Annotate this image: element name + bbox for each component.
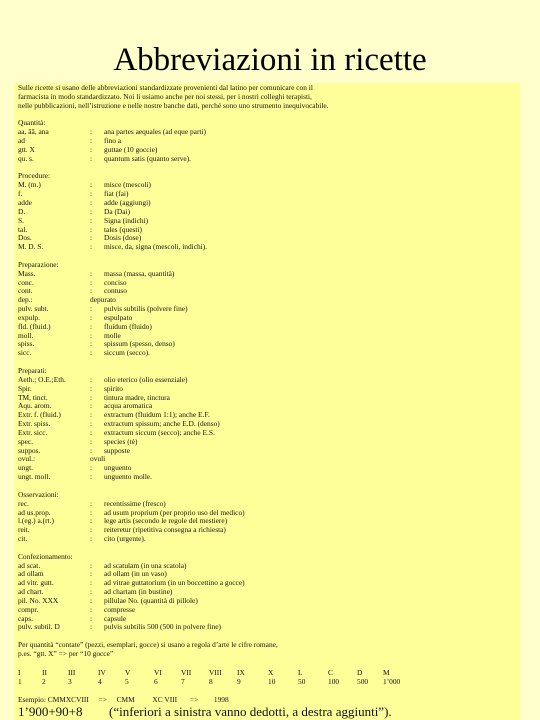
abbreviation-term: Aeth.; O.E.;Eth.: [18, 374, 66, 384]
abbreviation-row: [18, 411, 518, 420]
abbreviation-meaning: extractum siccum (secco); anche E.S.: [104, 427, 215, 437]
abbreviation-row: [18, 455, 518, 464]
abbreviation-term: moll.: [18, 330, 34, 340]
abbreviation-term: conc.: [18, 277, 34, 287]
abbreviation-meaning: Dosis (dose): [104, 233, 142, 243]
separator: :: [90, 268, 93, 278]
abbreviation-meaning: molle: [104, 330, 121, 340]
separator: :: [90, 604, 93, 614]
roman-numerals-row: [18, 669, 438, 678]
abbreviation-term: ungt.: [18, 463, 33, 473]
abbreviation-row: [18, 234, 518, 243]
separator: :: [90, 560, 93, 570]
separator: :: [90, 410, 93, 420]
abbreviation-term: ad vitr. gutt.: [18, 578, 54, 588]
abbreviation-meaning: misce (mescoli): [104, 180, 151, 190]
abbreviation-meaning: olio eterico (olio essenziale): [104, 374, 188, 384]
abbreviation-row: [18, 314, 518, 323]
roman-numeral: D: [357, 668, 363, 677]
abbreviation-term: cont.: [18, 286, 33, 296]
separator: :: [90, 436, 93, 446]
roman-numeral: C: [328, 668, 333, 677]
footer-note: (“inferiori a sinistra vanno dedotti, a destra aggiunti”).: [109, 704, 392, 719]
arabic-numeral: 8: [209, 677, 213, 686]
abbreviation-row: [18, 208, 518, 217]
separator: :: [90, 595, 93, 605]
section-heading: Osservazioni:: [18, 489, 59, 499]
section-heading: Procedure:: [18, 171, 51, 181]
counted-note-line: p.es. “gtt. X” => per “10 gocce”: [18, 649, 114, 658]
abbreviation-term: reit.: [18, 525, 30, 535]
abbreviation-term: Spir.: [18, 383, 32, 393]
abbreviation-term: ad: [18, 136, 25, 146]
separator: :: [90, 330, 93, 340]
abbreviation-row: [18, 562, 518, 571]
abbreviation-meaning: Da (Dai): [104, 206, 131, 216]
separator: :: [90, 144, 93, 154]
abbreviation-row: [18, 606, 518, 615]
abbreviation-meaning: fiat (fai): [104, 189, 129, 199]
section-heading: Confezionamento:: [18, 551, 73, 561]
separator: :: [90, 569, 93, 579]
abbreviation-meaning: tales (questi): [104, 224, 142, 234]
abbreviation-meaning: Signa (indichi): [104, 215, 149, 225]
separator: :: [90, 587, 93, 597]
abbreviation-term: ad us.prop.: [18, 507, 51, 517]
separator: :: [90, 516, 93, 526]
arabic-numeral: 1’000: [383, 677, 401, 686]
separator: :: [90, 277, 93, 287]
abbreviation-term: Dos.: [18, 233, 32, 243]
section-heading: Quantità:: [18, 118, 46, 128]
abbreviation-term: fld. (fluid.): [18, 321, 51, 331]
abbreviation-meaning: pulvis subtilis (polvere fine): [104, 304, 188, 314]
spacer: [18, 544, 518, 553]
abbreviation-term: ad ollam: [18, 569, 44, 579]
abbreviation-row: [18, 473, 518, 482]
abbreviation-term: ungt. moll.: [18, 472, 51, 482]
spacer: [18, 252, 518, 261]
abbreviation-row: [18, 243, 518, 252]
abbreviation-term: f.: [18, 189, 23, 199]
arabic-numeral: 6: [154, 677, 158, 686]
abbreviation-term: pulv. subtil. D: [18, 622, 60, 632]
abbreviation-list: [18, 84, 518, 659]
roman-numeral: VIII: [209, 668, 222, 677]
example-part: XC VIII: [152, 695, 178, 704]
spacer: [18, 164, 518, 173]
abbreviation-row: [18, 340, 518, 349]
abbreviation-row: [18, 570, 518, 579]
roman-numeral: I: [18, 668, 21, 677]
counted-note-line: Per quantità “contate” (pezzi, esemplari, gocce) si usano a regola d’arte le cifre romane,: [18, 640, 278, 650]
separator: :: [90, 304, 93, 314]
abbreviation-term: rec.: [18, 498, 29, 508]
abbreviation-row: [18, 615, 518, 624]
separator: :: [90, 189, 93, 199]
abbreviation-meaning: massa (massa, quantità): [104, 268, 175, 278]
separator: :: [90, 613, 93, 623]
abbreviation-row: [18, 323, 518, 332]
abbreviation-row: [18, 190, 518, 199]
arabic-numeral: 10: [268, 677, 276, 686]
abbreviation-meaning: extractum (fluidum 1:1); anche E.F.: [104, 410, 210, 420]
example-arrow: =>: [189, 695, 199, 704]
abbreviation-term: qu. s.: [18, 153, 34, 163]
arabic-numeral: 3: [68, 677, 72, 686]
abbreviation-row: [18, 597, 518, 606]
abbreviation-meaning: siccum (secco).: [104, 348, 150, 358]
roman-numeral: V: [125, 668, 131, 677]
separator: :: [90, 463, 93, 473]
abbreviation-term: M. D. S.: [18, 242, 44, 252]
abbreviation-row: [18, 226, 518, 235]
abbreviation-row: [18, 438, 518, 447]
footer-line: [18, 704, 392, 720]
abbreviation-term: D.: [18, 206, 26, 216]
abbreviation-meaning: reiteretur (ripetitiva consegna a richiesta): [104, 525, 226, 535]
abbreviation-row: [18, 332, 518, 341]
abbreviation-meaning: ad scatulam (in una scatola): [104, 560, 187, 570]
abbreviation-term: ad chart.: [18, 587, 44, 597]
separator: :: [90, 224, 93, 234]
abbreviation-row: [18, 376, 518, 385]
roman-numeral: M: [383, 668, 390, 677]
abbreviation-term: dep.:: [18, 295, 33, 305]
separator: :: [90, 215, 93, 225]
abbreviation-meaning: quantum satis (quanto serve).: [104, 153, 192, 163]
abbreviation-term: expulp.: [18, 312, 40, 322]
abbreviation-term: cit.: [18, 534, 28, 544]
arabic-numeral: 7: [181, 677, 185, 686]
abbreviation-row: [18, 270, 518, 279]
separator: :: [90, 233, 93, 243]
abbreviation-term: gtt. X: [18, 144, 35, 154]
separator: :: [90, 401, 93, 411]
section-heading: Preparazione:: [18, 259, 59, 269]
abbreviation-row: [18, 526, 518, 535]
arabic-numeral: 5: [125, 677, 129, 686]
abbreviation-meaning: contuso: [104, 286, 127, 296]
abbreviation-row: [18, 623, 518, 632]
abbreviation-meaning: ana partes aequales (ad eque parti): [104, 127, 206, 137]
roman-numeral: II: [42, 668, 47, 677]
abbreviation-row: [18, 500, 518, 509]
abbreviation-term: caps.: [18, 613, 33, 623]
example-arrow: =>: [98, 695, 107, 704]
roman-numeral: IX: [237, 668, 245, 677]
footer-formula: 1’900+90+8: [18, 704, 83, 719]
abbreviation-term: adde: [18, 197, 32, 207]
abbreviation-row: [18, 535, 518, 544]
spacer: [18, 482, 518, 491]
abbreviation-meaning: fino a: [104, 136, 122, 146]
abbreviation-row: [18, 394, 518, 403]
example-result: 1998: [213, 695, 229, 704]
abbreviation-meaning: recentissime (fresco): [104, 498, 166, 508]
abbreviation-meaning: pulvis subtilis 500 (500 in polvere fine): [104, 622, 222, 632]
abbreviation-meaning: pillulae No. (quantità di pillole): [104, 595, 198, 605]
abbreviation-term: Extr. spiss.: [18, 419, 51, 429]
example-line: [18, 695, 229, 704]
separator: :: [90, 321, 93, 331]
separator: :: [90, 507, 93, 517]
abbreviation-row: [18, 181, 518, 190]
example-part: CMM: [116, 695, 135, 704]
abbreviation-row: [18, 305, 518, 314]
abbreviation-meaning: guttae (10 goccie): [104, 144, 158, 154]
separator: :: [90, 153, 93, 163]
abbreviation-term: sicc.: [18, 348, 32, 358]
abbreviation-meaning: spissum (spesso, denso): [104, 339, 175, 349]
abbreviation-row: [18, 517, 518, 526]
abbreviation-row: [18, 464, 518, 473]
abbreviation-meaning: fluidum (fluido): [104, 321, 152, 331]
abbreviation-meaning: spirito: [104, 383, 123, 393]
separator: :: [90, 374, 93, 384]
abbreviation-meaning: acqua aromatica: [104, 401, 153, 411]
abbreviation-term: l.(eg.) a.(rt.): [18, 516, 54, 526]
abbreviation-meaning: lege artis (secondo le regole del mestiere): [104, 516, 228, 526]
spacer: [18, 358, 518, 367]
abbreviation-row: [18, 296, 518, 305]
abbreviation-meaning: unguento: [104, 463, 132, 473]
abbreviation-meaning: ad chartam (in bustine): [104, 587, 173, 597]
separator: :: [90, 312, 93, 322]
separator: :: [90, 286, 93, 296]
roman-numeral: III: [68, 668, 76, 677]
abbreviation-term: S.: [18, 215, 24, 225]
roman-numeral: IV: [98, 668, 106, 677]
section-heading: Preparati:: [18, 366, 47, 375]
abbreviation-meaning: supposte: [104, 445, 130, 455]
separator: :: [90, 136, 93, 146]
abbreviation-row: [18, 217, 518, 226]
abbreviation-term: tal.: [18, 224, 28, 234]
abbreviation-row: [18, 155, 518, 164]
abbreviation-meaning: extractum spissum; anche E.D. (denso): [104, 419, 220, 429]
separator: :: [90, 622, 93, 632]
intro-line: Sulle ricette si usano delle abbreviazioni standardizzate provenienti dal latino per comunicare con il: [18, 83, 313, 92]
roman-numeral: X: [268, 668, 274, 677]
abbreviation-row: [18, 402, 518, 411]
abbreviation-meaning: adde (aggiungi): [104, 197, 151, 207]
abbreviation-row: [18, 420, 518, 429]
separator: :: [90, 127, 93, 137]
abbreviation-meaning: misce, da, signa (mescoli, indichi).: [104, 242, 208, 252]
abbreviation-term: spiss.: [18, 339, 35, 349]
roman-numeral: VI: [154, 668, 162, 677]
arabic-numeral: 500: [357, 677, 369, 686]
abbreviation-row: [18, 137, 518, 146]
abbreviation-meaning: ad vitrae guttatorium (in un boccettino a gocce): [104, 578, 245, 588]
abbreviation-meaning: depurato: [90, 295, 116, 305]
separator: :: [90, 197, 93, 207]
separator: :: [90, 242, 93, 252]
separator: :: [90, 206, 93, 216]
separator: :: [90, 445, 93, 455]
spacer: [18, 111, 518, 120]
abbreviation-meaning: espulpato: [104, 312, 133, 322]
separator: :: [90, 383, 93, 393]
abbreviation-meaning: ad usum proprium (per proprio uso del medico): [104, 507, 245, 517]
separator: :: [90, 392, 93, 402]
intro-line: farmacista in modo standardizzato. Noi li usiamo anche per noi stessi, per i nostri colleghi terapisti,: [18, 91, 312, 101]
arabic-numerals-row: [18, 678, 438, 687]
abbreviation-row: [18, 579, 518, 588]
abbreviation-meaning: ad ollam (in un vaso): [104, 569, 167, 579]
abbreviation-term: aa, āā, ana: [18, 127, 49, 137]
abbreviation-row: [18, 279, 518, 288]
arabic-numeral: 100: [328, 677, 340, 686]
page-title: Abbreviazioni in ricette: [113, 42, 427, 78]
abbreviation-meaning: unguento molle.: [104, 472, 153, 482]
abbreviation-row: [18, 385, 518, 394]
abbreviation-term: Extr. sicc.: [18, 427, 48, 437]
separator: :: [90, 578, 93, 588]
arabic-numeral: 50: [298, 677, 306, 686]
abbreviation-term: pulv. subt.: [18, 304, 49, 314]
arabic-numeral: 9: [237, 677, 241, 686]
example-label: Esempio: CMMXCVIII: [18, 695, 89, 704]
abbreviation-term: Extr. f. (fluid.): [18, 410, 61, 420]
arabic-numeral: 2: [42, 677, 46, 686]
separator: :: [90, 472, 93, 482]
separator: :: [90, 427, 93, 437]
separator: :: [90, 534, 93, 544]
abbreviation-meaning: ovuli: [90, 454, 106, 464]
abbreviation-meaning: capsule: [104, 613, 127, 623]
abbreviation-row: [18, 429, 518, 438]
intro-line: nelle pubblicazioni, nell’istruzione e nelle nostre banche dati, perché sono uno strumento inequivocabile.: [18, 100, 329, 110]
abbreviation-meaning: compresse: [104, 604, 136, 614]
separator: :: [90, 339, 93, 349]
roman-numeral: VII: [181, 668, 192, 677]
abbreviation-meaning: cito (urgente).: [104, 534, 146, 544]
abbreviation-row: [18, 199, 518, 208]
separator: :: [90, 419, 93, 429]
arabic-numeral: 4: [98, 677, 102, 686]
arabic-numeral: 1: [18, 677, 22, 686]
abbreviation-row: [18, 588, 518, 597]
abbreviation-term: compr.: [18, 604, 39, 614]
abbreviation-term: spec.: [18, 436, 33, 446]
abbreviation-meaning: species (tè): [104, 436, 138, 446]
abbreviation-term: suppos.: [18, 445, 41, 455]
abbreviation-term: M. (m.): [18, 180, 41, 190]
abbreviation-term: Aqu. arom.: [18, 401, 52, 411]
abbreviation-term: ad scat.: [18, 560, 41, 570]
separator: :: [90, 498, 93, 508]
abbreviation-row: [18, 349, 518, 358]
abbreviation-term: ovul.:: [18, 454, 36, 464]
roman-numeral: L: [298, 668, 303, 677]
separator: :: [90, 348, 93, 358]
abbreviation-row: [18, 146, 518, 155]
separator: :: [90, 525, 93, 535]
abbreviation-term: TM, tinct.: [18, 392, 48, 402]
abbreviation-meaning: tintura madre, tinctura: [104, 392, 170, 402]
separator: :: [90, 180, 93, 190]
abbreviation-row: [18, 128, 518, 137]
abbreviation-row: [18, 509, 518, 518]
abbreviation-term: pil. No. XXX: [18, 595, 59, 605]
abbreviation-meaning: conciso: [104, 277, 127, 287]
abbreviation-term: Mass.: [18, 268, 36, 278]
